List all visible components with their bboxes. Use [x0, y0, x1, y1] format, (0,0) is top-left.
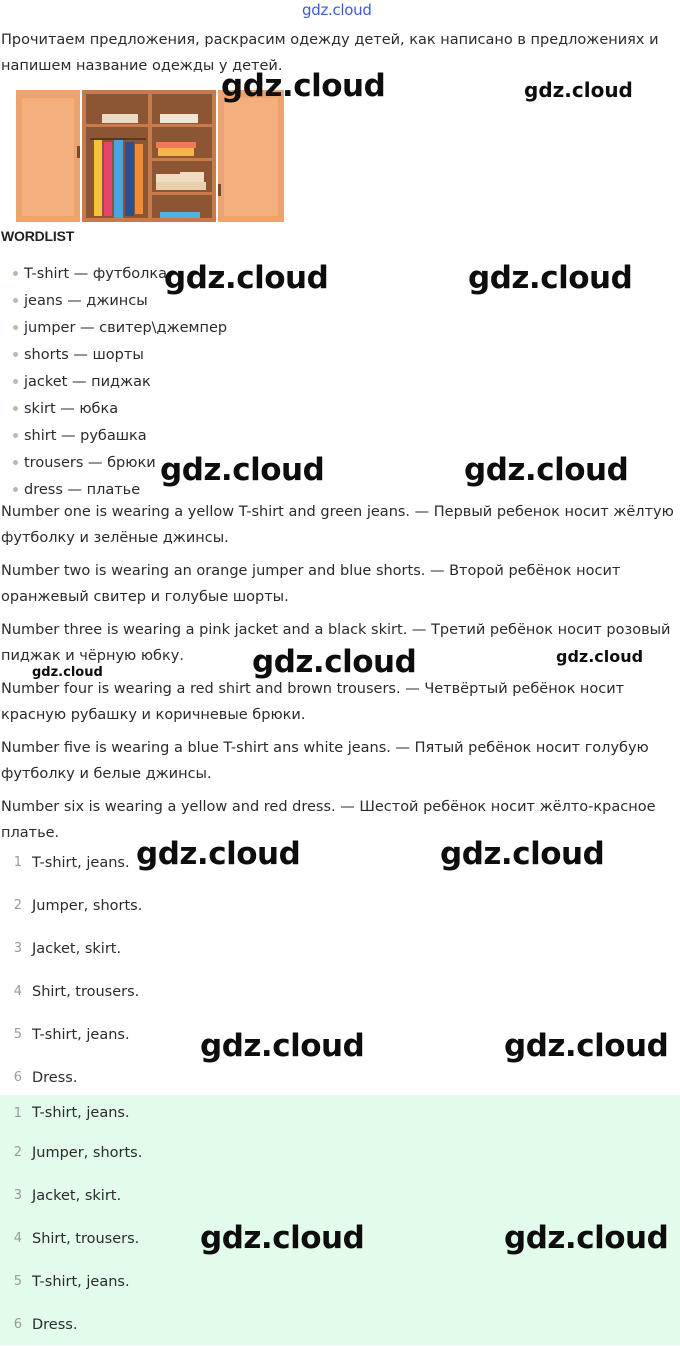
site-link[interactable]: gdz.cloud	[302, 1, 372, 19]
wordlist-entry: jeans — джинсы	[24, 292, 148, 309]
sentence: Number five is wearing a blue T-shirt ans white jeans. — Пятый ребёнок носит голубую футболку и белые джинсы.	[1, 740, 649, 782]
list-item	[0, 395, 400, 422]
answer-number: 3	[13, 941, 22, 956]
bullet-icon	[13, 271, 18, 276]
sentence: Number one is wearing a yellow T-shirt and green jeans. — Первый ребенок носит жёлтую футболку и зелёные джинсы.	[1, 504, 674, 546]
list-item	[0, 422, 400, 449]
answer-number: 1	[13, 855, 22, 870]
answer-text: Jumper, shorts.	[32, 897, 143, 914]
answer-text: T-shirt, jeans.	[32, 854, 130, 871]
sentence: Number six is wearing a yellow and red dress. — Шестой ребёнок носит жёлто-красное платье.	[1, 799, 656, 841]
answer-row	[0, 1174, 680, 1217]
sentence: Number four is wearing a red shirt and brown trousers. — Четвёртый ребёнок носит красную рубашку и коричневые брюки.	[1, 681, 625, 723]
wordlist-entry: trousers — брюки	[24, 454, 156, 471]
wordlist-entry: T-shirt — футболка	[24, 265, 168, 282]
answer-number: 5	[13, 1027, 22, 1042]
answer-number: 6	[13, 1070, 22, 1085]
watermark: gdz.cloud	[164, 260, 329, 296]
watermark: gdz.cloud	[504, 1220, 669, 1256]
watermark: gdz.cloud	[32, 665, 103, 680]
watermark: gdz.cloud	[200, 1220, 365, 1256]
answer-text: Shirt, trousers.	[32, 983, 140, 1000]
bullet-icon	[13, 406, 18, 411]
wordlist-entry: skirt — юбка	[24, 400, 119, 417]
bullet-icon	[13, 352, 18, 357]
wardrobe-illustration	[14, 88, 286, 224]
answer-number: 1	[13, 1105, 22, 1121]
watermark: gdz.cloud	[136, 836, 301, 872]
answer-number: 3	[13, 1188, 22, 1203]
bullet-icon	[13, 487, 18, 492]
watermark: gdz.cloud	[160, 452, 325, 488]
list-item	[0, 368, 400, 395]
wordlist-entry: jacket — пиджак	[24, 373, 151, 390]
answer-row	[0, 1095, 680, 1131]
watermark: gdz.cloud	[504, 1028, 669, 1064]
answer-row	[0, 970, 680, 1013]
wordlist-entry: shirt — рубашка	[24, 427, 147, 444]
bullet-icon	[13, 460, 18, 465]
answer-text: Jacket, skirt.	[32, 1187, 122, 1204]
answer-text: Jacket, skirt.	[32, 940, 122, 957]
bullet-icon	[13, 379, 18, 384]
watermark: gdz.cloud	[252, 644, 417, 680]
answer-row	[0, 927, 680, 970]
answer-row	[0, 884, 680, 927]
answer-text: Jumper, shorts.	[32, 1144, 143, 1161]
bullet-icon	[13, 325, 18, 330]
watermark: gdz.cloud	[524, 78, 633, 102]
answer-row	[0, 1260, 680, 1303]
answer-text: T-shirt, jeans.	[32, 1026, 130, 1043]
answer-row	[0, 1303, 680, 1346]
answer-text: Dress.	[32, 1316, 78, 1333]
answer-number: 2	[13, 1145, 22, 1160]
answer-text: T-shirt, jeans.	[32, 1105, 130, 1121]
wordlist-entry: shorts — шорты	[24, 346, 144, 363]
wordlist-title: WORDLIST	[1, 228, 75, 244]
intro-text: Прочитаем предложения, раскрасим одежду детей, как написано в предложениях и напишем название одежды у детей.	[1, 32, 659, 74]
watermark: gdz.cloud	[440, 836, 605, 872]
answer-number: 6	[13, 1317, 22, 1332]
sentence: Number three is wearing a pink jacket and a black skirt. — Третий ребёнок носит розовый пиджак и чёрную юбку.	[1, 622, 671, 664]
answer-text: Dress.	[32, 1069, 78, 1086]
answer-number: 5	[13, 1274, 22, 1289]
watermark: gdz.cloud	[464, 452, 629, 488]
list-item	[0, 341, 400, 368]
answer-text: Shirt, trousers.	[32, 1230, 140, 1247]
wordlist-entry: dress — платье	[24, 481, 141, 498]
answer-number: 4	[13, 984, 22, 999]
sentence: Number two is wearing an orange jumper and blue shorts. — Второй ребёнок носит оранжевый свитер и голубые шорты.	[1, 563, 621, 605]
list-item	[0, 314, 400, 341]
answer-number: 4	[13, 1231, 22, 1246]
bullet-icon	[13, 298, 18, 303]
watermark: gdz.cloud	[468, 260, 633, 296]
watermark: gdz.cloud	[556, 647, 644, 666]
watermark: gdz.cloud	[221, 68, 386, 104]
watermark: gdz.cloud	[200, 1028, 365, 1064]
answer-row	[0, 1131, 680, 1174]
wordlist-entry: jumper — свитер\джемпер	[24, 319, 228, 336]
answer-text: T-shirt, jeans.	[32, 1273, 130, 1290]
bullet-icon	[13, 433, 18, 438]
answer-number: 2	[13, 898, 22, 913]
